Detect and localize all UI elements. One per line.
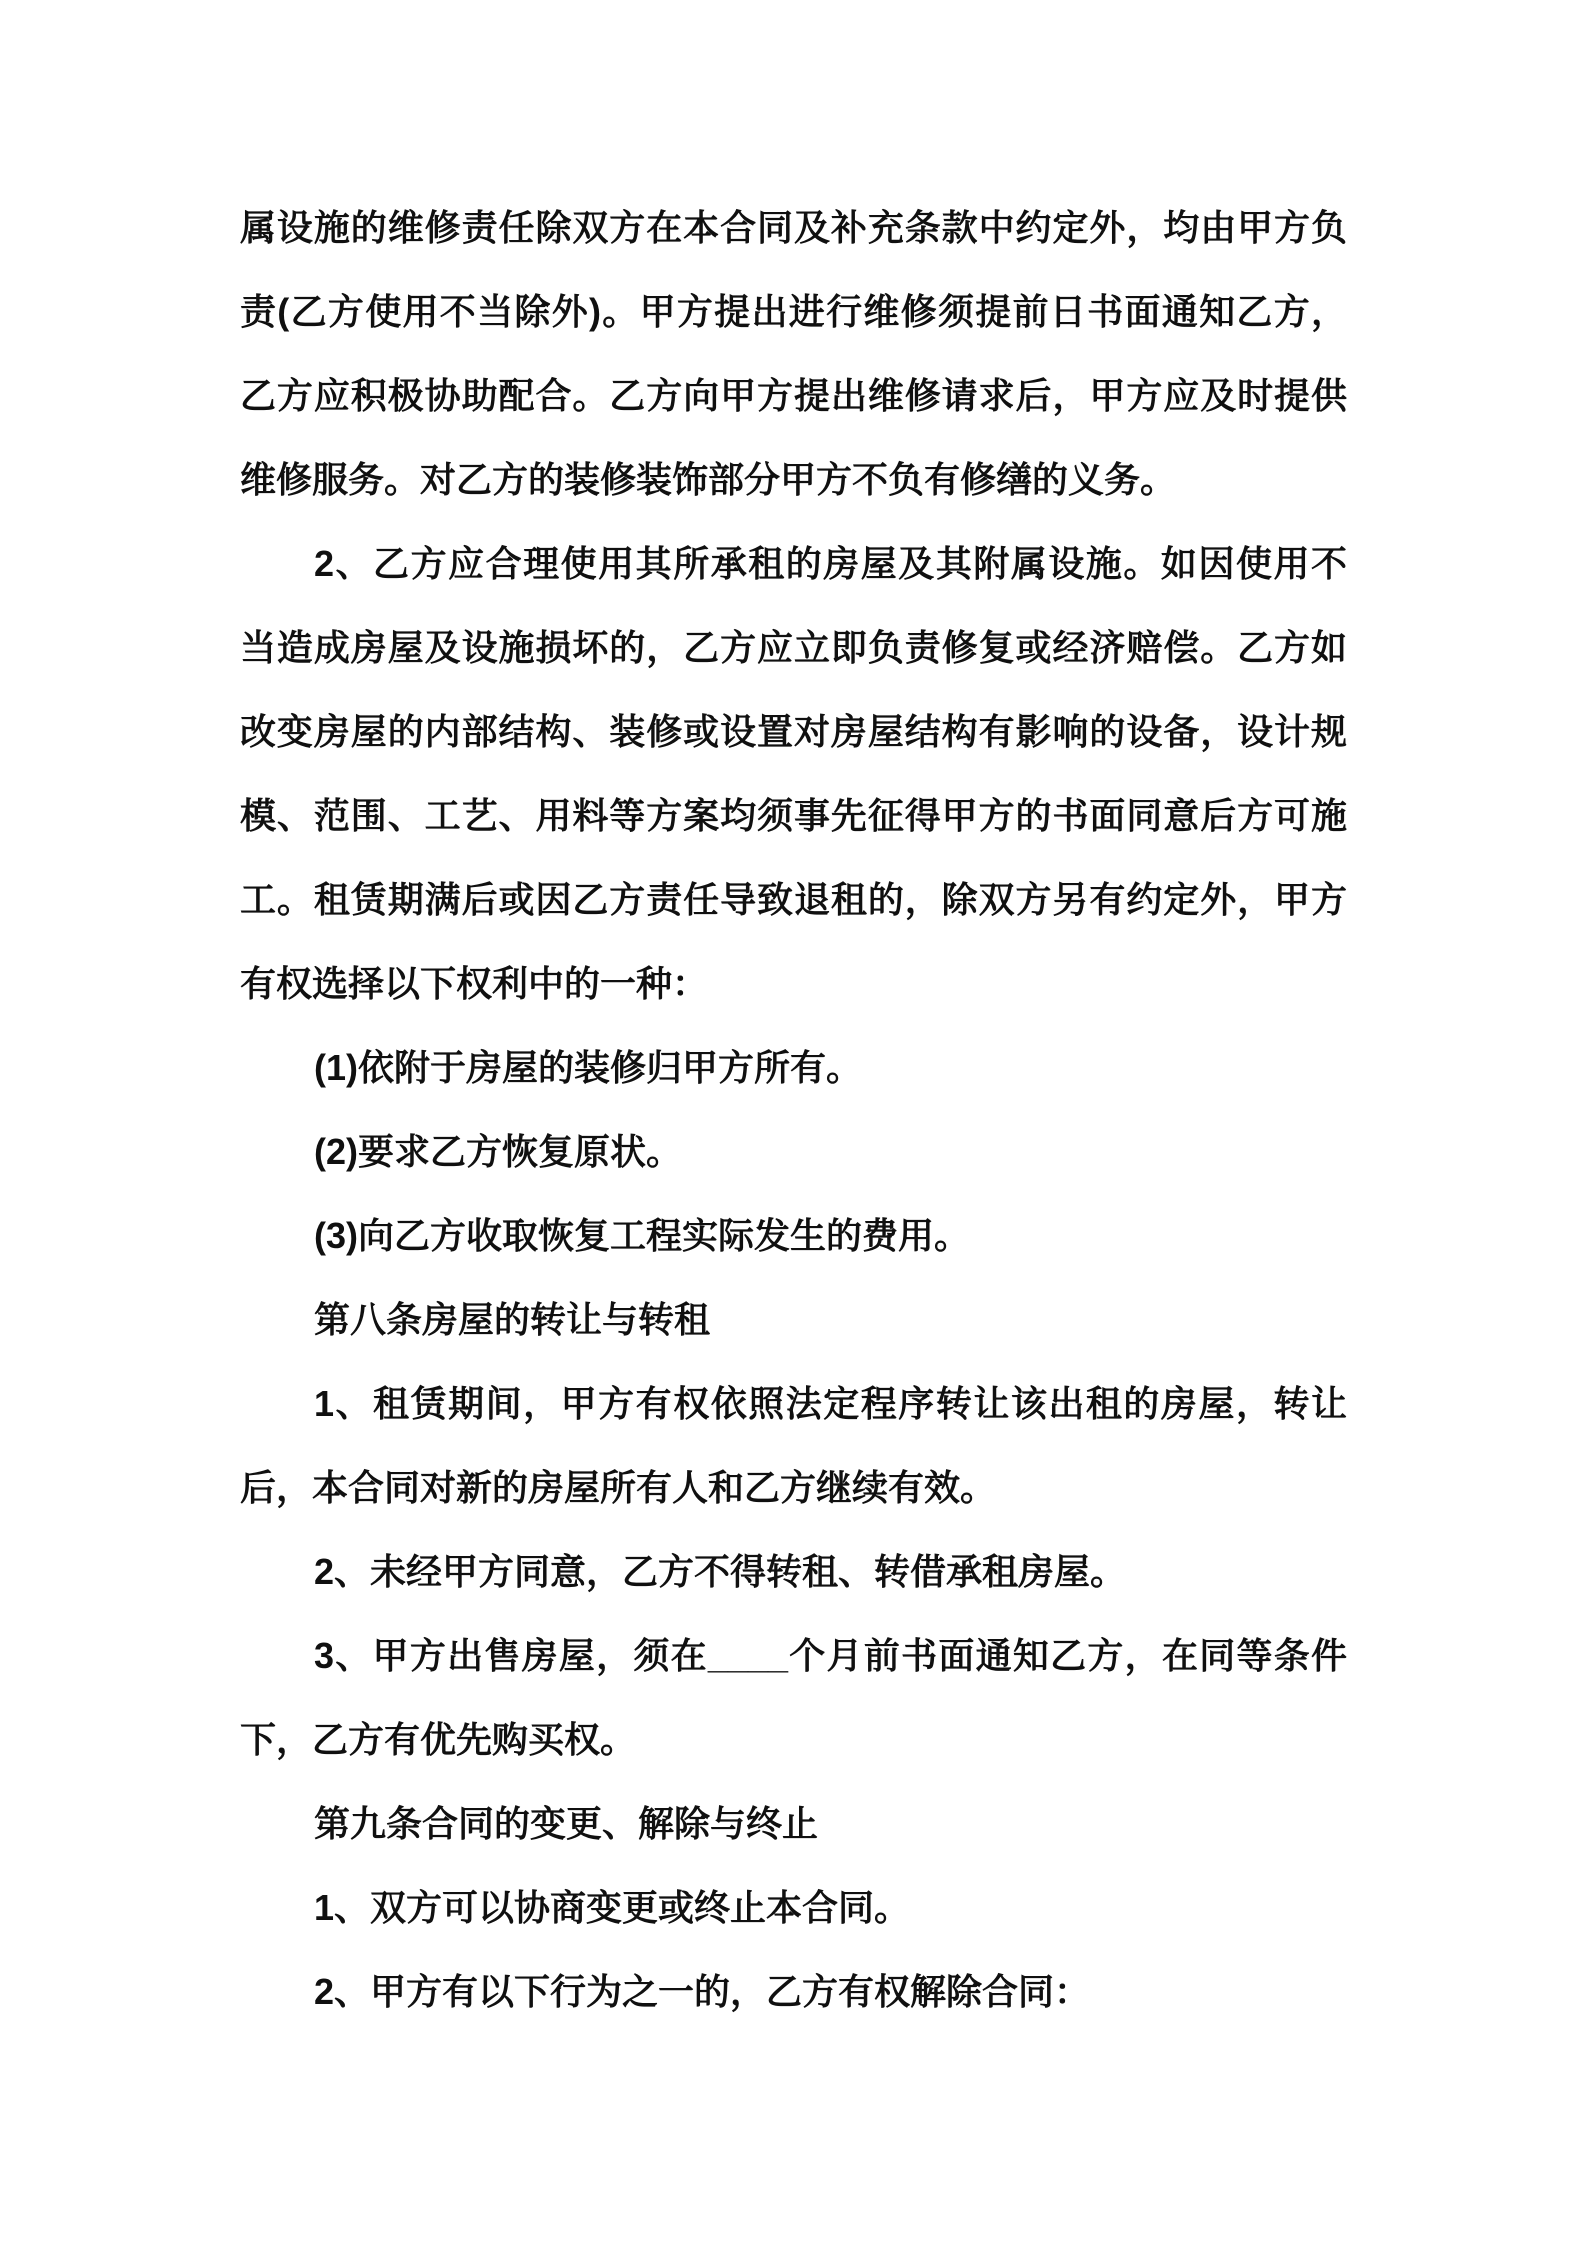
text-line: 改变房屋的内部结构、装修或设置对房屋结构有影响的设备，设计规 — [240, 711, 1347, 752]
text-line: (1)依附于房屋的装修归甲方所有。 — [314, 1047, 862, 1088]
text-line: 第八条房屋的转让与转租 — [314, 1299, 711, 1340]
text-line: 2、乙方应合理使用其所承租的房屋及其附属设施。如因使用不 — [314, 543, 1347, 584]
text-line: (3)向乙方收取恢复工程实际发生的费用。 — [314, 1215, 970, 1256]
text-line: 当造成房屋及设施损坏的，乙方应立即负责修复或经济赔偿。乙方如 — [240, 627, 1347, 668]
text-line: 有权选择以下权利中的一种： — [240, 963, 709, 1004]
text-line: 3、甲方出售房屋，须在____个月前书面通知乙方，在同等条件 — [314, 1635, 1347, 1676]
text-line: 第九条合同的变更、解除与终止 — [314, 1803, 819, 1844]
text-line: 乙方应积极协助配合。乙方向甲方提出维修请求后，甲方应及时提供 — [240, 375, 1347, 416]
text-line: 1、租赁期间，甲方有权依照法定程序转让该出租的房屋，转让 — [314, 1383, 1347, 1424]
text-line: 2、未经甲方同意，乙方不得转租、转借承租房屋。 — [314, 1551, 1127, 1592]
text-line: 责(乙方使用不当除外)。甲方提出进行维修须提前日书面通知乙方， — [240, 291, 1347, 332]
text-line: 工。租赁期满后或因乙方责任导致退租的，除双方另有约定外，甲方 — [240, 879, 1347, 920]
text-line: 模、范围、工艺、用料等方案均须事先征得甲方的书面同意后方可施 — [240, 795, 1347, 836]
text-line: 下，乙方有优先购买权。 — [240, 1719, 637, 1760]
text-line: 1、双方可以协商变更或终止本合同。 — [314, 1887, 911, 1928]
document-body — [240, 186, 1347, 2034]
text-line: 属设施的维修责任除双方在本合同及补充条款中约定外，均由甲方负 — [240, 207, 1347, 248]
text-line: 2、甲方有以下行为之一的，乙方有权解除合同： — [314, 1971, 1091, 2012]
text-line: 维修服务。对乙方的装修装饰部分甲方不负有修缮的义务。 — [240, 459, 1177, 500]
text-line: (2)要求乙方恢复原状。 — [314, 1131, 682, 1172]
text-line: 后，本合同对新的房屋所有人和乙方继续有效。 — [240, 1467, 997, 1508]
